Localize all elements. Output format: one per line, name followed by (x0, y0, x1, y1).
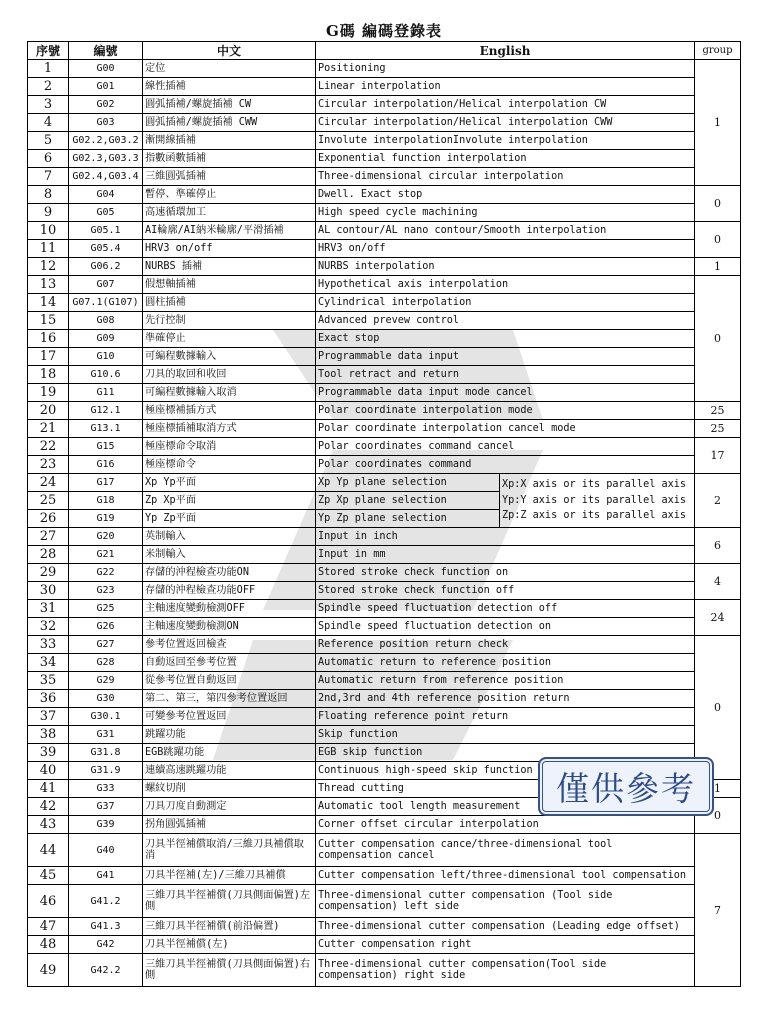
row-seq: 28 (28, 546, 69, 564)
row-zh: 第二、第三，第四參考位置返回 (143, 690, 316, 708)
row-seq: 34 (28, 654, 69, 672)
row-seq: 43 (28, 816, 69, 834)
row-code: G22 (69, 564, 143, 582)
table-row (28, 96, 741, 114)
row-en: Continuous high-speed skip function (316, 762, 695, 780)
row-seq: 7 (28, 168, 69, 186)
table-row (28, 954, 741, 987)
row-zh: AI輪廓/AI納米輪廓/平滑插補 (143, 222, 316, 240)
row-code: G05.1 (69, 222, 143, 240)
row-seq: 4 (28, 114, 69, 132)
gcode-table (27, 41, 741, 987)
table-row (28, 654, 741, 672)
row-code: G00 (69, 60, 143, 78)
group-cell: 0 (695, 186, 741, 222)
row-seq: 32 (28, 618, 69, 636)
row-zh: 刀具半徑補償(左) (143, 936, 316, 954)
row-zh: 英制輸入 (143, 528, 316, 546)
row-zh: 準確停止 (143, 330, 316, 348)
axis-note: Yp:Y axis or its parallel axis (502, 494, 687, 506)
table-row (28, 240, 741, 258)
row-zh: 三維刀具半徑補償(刀具側面偏置)左側 (143, 885, 316, 918)
row-seq: 30 (28, 582, 69, 600)
row-zh: NURBS 插補 (143, 258, 316, 276)
row-en: Cylindrical interpolation (316, 294, 695, 312)
row-seq: 33 (28, 636, 69, 654)
group-cell: 1 (695, 60, 741, 186)
row-seq: 22 (28, 438, 69, 456)
row-seq: 41 (28, 780, 69, 798)
row-seq: 21 (28, 420, 69, 438)
row-zh: 假想軸插補 (143, 276, 316, 294)
row-en: 2nd,3rd and 4th reference position return (316, 690, 695, 708)
row-code: G05 (69, 204, 143, 222)
row-code: G01 (69, 78, 143, 96)
row-code: G17 (69, 474, 143, 492)
table-header-row (28, 42, 741, 60)
row-seq: 47 (28, 918, 69, 936)
row-seq: 11 (28, 240, 69, 258)
row-seq: 23 (28, 456, 69, 474)
table-row (28, 258, 741, 276)
row-en: Involute interpolationInvolute interpolation (316, 132, 695, 150)
row-seq: 10 (28, 222, 69, 240)
row-en: Xp Yp plane selection (316, 474, 500, 492)
row-zh: 極座標命令取消 (143, 438, 316, 456)
row-en: Tool retract and return (316, 366, 695, 384)
row-code: G10 (69, 348, 143, 366)
group-cell: 24 (695, 600, 741, 636)
row-en: Reference position return check (316, 636, 695, 654)
row-code: G31 (69, 726, 143, 744)
row-en: Zp Xp plane selection (316, 492, 500, 510)
row-seq: 14 (28, 294, 69, 312)
row-seq: 17 (28, 348, 69, 366)
row-code: G33 (69, 780, 143, 798)
row-code: G09 (69, 330, 143, 348)
row-en: Polar coordinates command (316, 456, 695, 474)
row-code: G02.2,G03.2 (69, 132, 143, 150)
row-code: G06.2 (69, 258, 143, 276)
row-en: Advanced prevew control (316, 312, 695, 330)
row-en: Three-dimensional cutter compensation(Tool side compensation) right side (316, 954, 695, 987)
row-code: G04 (69, 186, 143, 204)
row-en: AL contour/AL nano contour/Smooth interpolation (316, 222, 695, 240)
row-en: Positioning (316, 60, 695, 78)
row-zh: 定位 (143, 60, 316, 78)
table-row (28, 150, 741, 168)
table-row (28, 618, 741, 636)
table-row (28, 114, 741, 132)
row-zh: 圓弧插補/螺旋插補 CWW (143, 114, 316, 132)
row-seq: 42 (28, 798, 69, 816)
table-row (28, 885, 741, 918)
row-seq: 13 (28, 276, 69, 294)
row-en: Circular interpolation/Helical interpolation CW (316, 96, 695, 114)
group-cell: 2 (695, 474, 741, 528)
row-code: G30.1 (69, 708, 143, 726)
row-seq: 37 (28, 708, 69, 726)
group-cell: 6 (695, 528, 741, 564)
row-seq: 6 (28, 150, 69, 168)
table-row (28, 918, 741, 936)
row-zh: 極座標插補取消方式 (143, 420, 316, 438)
table-row (28, 708, 741, 726)
row-seq: 5 (28, 132, 69, 150)
row-zh: 存儲的沖程檢查功能OFF (143, 582, 316, 600)
row-code: G02.4,G03.4 (69, 168, 143, 186)
row-seq: 44 (28, 834, 69, 867)
row-zh: 先行控制 (143, 312, 316, 330)
table-row (28, 276, 741, 294)
row-code: G27 (69, 636, 143, 654)
row-en: Polar coordinate interpolation cancel mode (316, 420, 695, 438)
row-zh: 刀具刀度自動測定 (143, 798, 316, 816)
row-zh: 可編程數據輸入 (143, 348, 316, 366)
table-row (28, 636, 741, 654)
row-code: G25 (69, 600, 143, 618)
row-code: G11 (69, 384, 143, 402)
row-zh: 極座標命令 (143, 456, 316, 474)
table-row (28, 366, 741, 384)
row-code: G20 (69, 528, 143, 546)
row-code: G41.2 (69, 885, 143, 918)
document-title: G碼 編碼登錄表 (325, 22, 443, 40)
row-seq: 49 (28, 954, 69, 987)
row-en: High speed cycle machining (316, 204, 695, 222)
row-seq: 24 (28, 474, 69, 492)
group-cell: 25 (695, 420, 741, 438)
row-zh: 可編程數據輸入取消 (143, 384, 316, 402)
row-code: G31.8 (69, 744, 143, 762)
group-cell: 0 (695, 636, 741, 780)
table-row (28, 420, 741, 438)
row-zh: 暫停、準確停止 (143, 186, 316, 204)
table-row (28, 348, 741, 366)
row-code: G13.1 (69, 420, 143, 438)
row-en: Skip function (316, 726, 695, 744)
row-en: Automatic return from reference position (316, 672, 695, 690)
header-zh: 中文 (143, 42, 316, 60)
row-en: Three-dimensional cutter compensation (Leading edge offset) (316, 918, 695, 936)
row-en: Stored stroke check function off (316, 582, 695, 600)
row-code: G42.2 (69, 954, 143, 987)
row-code: G37 (69, 798, 143, 816)
row-en: Programmable data input mode cancel (316, 384, 695, 402)
axis-notes-cell (500, 474, 695, 528)
row-code: G41 (69, 867, 143, 885)
table-row (28, 186, 741, 204)
row-code: G02 (69, 96, 143, 114)
table-row (28, 528, 741, 546)
header-seq: 序號 (28, 42, 69, 60)
table-row (28, 78, 741, 96)
row-en: Spindle speed fluctuation detection off (316, 600, 695, 618)
row-zh: 螺紋切削 (143, 780, 316, 798)
row-seq: 27 (28, 528, 69, 546)
table-body (28, 60, 741, 987)
row-en: Programmable data input (316, 348, 695, 366)
row-zh: 圓弧插補/螺旋插補 CW (143, 96, 316, 114)
table-row (28, 204, 741, 222)
header-code: 編號 (69, 42, 143, 60)
row-zh: 跳躍功能 (143, 726, 316, 744)
row-zh: 從參考位置自動返回 (143, 672, 316, 690)
row-en: Dwell. Exact stop (316, 186, 695, 204)
row-code: G12.1 (69, 402, 143, 420)
row-en: Exact stop (316, 330, 695, 348)
row-code: G42 (69, 936, 143, 954)
row-zh: 自動返回至參考位置 (143, 654, 316, 672)
table-row (28, 672, 741, 690)
table-row (28, 834, 741, 867)
group-cell: 7 (695, 834, 741, 987)
row-zh: 高速循環加工 (143, 204, 316, 222)
row-zh: 連續高速跳躍功能 (143, 762, 316, 780)
row-en: Hypothetical axis interpolation (316, 276, 695, 294)
row-en: Input in inch (316, 528, 695, 546)
row-zh: Yp Zp平面 (143, 510, 316, 528)
table-row (28, 312, 741, 330)
row-en: Automatic tool length measurement (316, 798, 695, 816)
row-code: G08 (69, 312, 143, 330)
group-cell: 17 (695, 438, 741, 474)
row-seq: 38 (28, 726, 69, 744)
table-row (28, 222, 741, 240)
row-zh: 存儲的沖程檢查功能ON (143, 564, 316, 582)
group-cell: 0 (695, 222, 741, 258)
row-zh: 刀具半徑補償取消/三維刀具補償取消 (143, 834, 316, 867)
row-en: Three-dimensional cutter compensation (Tool side compensation) left side (316, 885, 695, 918)
reference-only-stamp: 僅供參考 (538, 757, 714, 816)
row-code: G28 (69, 654, 143, 672)
group-cell: 0 (695, 276, 741, 402)
row-en: Thread cutting (316, 780, 695, 798)
row-en: Cutter compensation cance/three-dimensional tool compensation cancel (316, 834, 695, 867)
table-row (28, 294, 741, 312)
row-zh: 刀具的取回和收回 (143, 366, 316, 384)
table-row (28, 438, 741, 456)
row-zh: 圓柱插補 (143, 294, 316, 312)
row-seq: 8 (28, 186, 69, 204)
row-en: Spindle speed fluctuation detection on (316, 618, 695, 636)
row-seq: 3 (28, 96, 69, 114)
row-zh: 三維圓弧插補 (143, 168, 316, 186)
row-zh: 三維刀具半徑補償(刀具側面偏置)右側 (143, 954, 316, 987)
row-zh: 刀具半徑補(左)/三維刀具補償 (143, 867, 316, 885)
row-code: G39 (69, 816, 143, 834)
row-seq: 25 (28, 492, 69, 510)
table-row (28, 168, 741, 186)
row-zh: 參考位置返回檢查 (143, 636, 316, 654)
row-en: Polar coordinate interpolation mode (316, 402, 695, 420)
row-seq: 40 (28, 762, 69, 780)
row-seq: 15 (28, 312, 69, 330)
row-code: G07.1(G107) (69, 294, 143, 312)
row-seq: 16 (28, 330, 69, 348)
row-seq: 19 (28, 384, 69, 402)
row-zh: Zp Xp平面 (143, 492, 316, 510)
row-zh: 主軸速度變動檢測OFF (143, 600, 316, 618)
header-group: group (695, 42, 741, 60)
row-en: Exponential function interpolation (316, 150, 695, 168)
row-seq: 1 (28, 60, 69, 78)
group-cell: 25 (695, 402, 741, 420)
row-en: Cutter compensation right (316, 936, 695, 954)
row-en: HRV3 on/off (316, 240, 695, 258)
row-zh: 線性插補 (143, 78, 316, 96)
header-en: English (316, 42, 695, 60)
row-code: G29 (69, 672, 143, 690)
row-code: G26 (69, 618, 143, 636)
group-cell: 4 (695, 564, 741, 600)
row-seq: 29 (28, 564, 69, 582)
row-code: G30 (69, 690, 143, 708)
row-code: G03 (69, 114, 143, 132)
row-en: Three-dimensional circular interpolation (316, 168, 695, 186)
table-row (28, 600, 741, 618)
row-code: G41.3 (69, 918, 143, 936)
table-row (28, 690, 741, 708)
row-en: Cutter compensation left/three-dimensional tool compensation (316, 867, 695, 885)
table-row (28, 582, 741, 600)
table-row (28, 867, 741, 885)
row-en: Circular interpolation/Helical interpolation CWW (316, 114, 695, 132)
row-code: G02.3,G03.3 (69, 150, 143, 168)
row-en: Automatic return to reference position (316, 654, 695, 672)
row-code: G07 (69, 276, 143, 294)
table-row (28, 330, 741, 348)
row-code: G23 (69, 582, 143, 600)
row-seq: 12 (28, 258, 69, 276)
row-seq: 35 (28, 672, 69, 690)
row-code: G40 (69, 834, 143, 867)
axis-note: Xp:X axis or its parallel axis (502, 479, 687, 491)
row-en: Stored stroke check function on (316, 564, 695, 582)
row-code: G10.6 (69, 366, 143, 384)
row-zh: 三維刀具半徑補償(前沿偏置) (143, 918, 316, 936)
row-code: G18 (69, 492, 143, 510)
row-en: Input in mm (316, 546, 695, 564)
table-row (28, 546, 741, 564)
row-en: Corner offset circular interpolation (316, 816, 695, 834)
table-row (28, 936, 741, 954)
table-row (28, 564, 741, 582)
row-en: Linear interpolation (316, 78, 695, 96)
row-en: Yp Zp plane selection (316, 510, 500, 528)
row-zh: 漸開線插補 (143, 132, 316, 150)
table-row (28, 132, 741, 150)
table-row (28, 384, 741, 402)
axis-note: Zp:Z axis or its parallel axis (502, 510, 687, 522)
row-code: G31.9 (69, 762, 143, 780)
row-seq: 46 (28, 885, 69, 918)
row-seq: 2 (28, 78, 69, 96)
row-zh: EGB跳躍功能 (143, 744, 316, 762)
row-en: Floating reference point return (316, 708, 695, 726)
row-seq: 18 (28, 366, 69, 384)
row-seq: 39 (28, 744, 69, 762)
row-zh: 極座標補插方式 (143, 402, 316, 420)
row-zh: 拐角圓弧插補 (143, 816, 316, 834)
row-zh: 主軸速度變動檢測ON (143, 618, 316, 636)
row-code: G05.4 (69, 240, 143, 258)
row-code: G15 (69, 438, 143, 456)
row-code: G16 (69, 456, 143, 474)
row-zh: 指數函數插補 (143, 150, 316, 168)
table-row (28, 726, 741, 744)
row-seq: 45 (28, 867, 69, 885)
table-row (28, 402, 741, 420)
row-seq: 48 (28, 936, 69, 954)
group-cell: 1 (695, 780, 741, 798)
group-cell: 0 (695, 798, 741, 834)
row-zh: 可變參考位置返回 (143, 708, 316, 726)
table-row (28, 474, 741, 492)
row-zh: Xp Yp平面 (143, 474, 316, 492)
row-seq: 36 (28, 690, 69, 708)
row-seq: 26 (28, 510, 69, 528)
row-code: G19 (69, 510, 143, 528)
row-seq: 31 (28, 600, 69, 618)
table-row (28, 60, 741, 78)
row-seq: 20 (28, 402, 69, 420)
row-en: EGB skip function (316, 744, 695, 762)
row-en: NURBS interpolation (316, 258, 695, 276)
table-row (28, 456, 741, 474)
row-seq: 9 (28, 204, 69, 222)
row-zh: HRV3 on/off (143, 240, 316, 258)
table-row (28, 816, 741, 834)
row-code: G21 (69, 546, 143, 564)
row-en: Polar coordinates command cancel (316, 438, 695, 456)
group-cell: 1 (695, 258, 741, 276)
row-zh: 米制輸入 (143, 546, 316, 564)
